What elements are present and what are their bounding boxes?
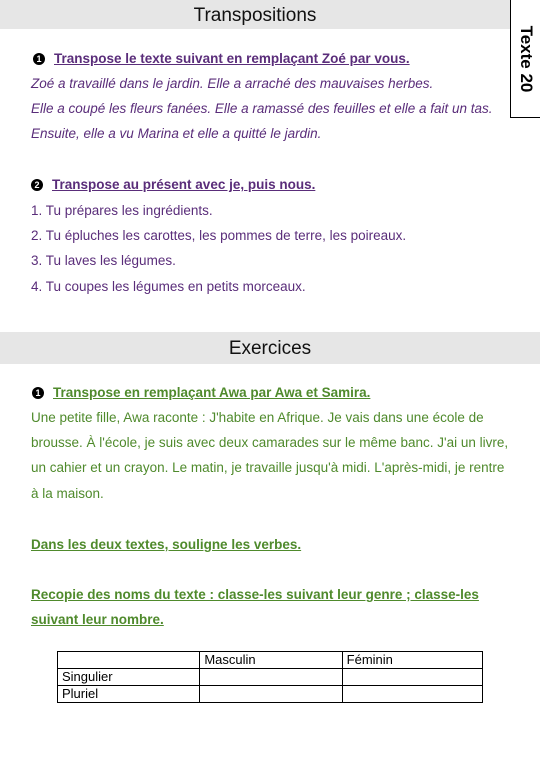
section2-item: 4. Tu coupes les légumes en petits morceaux. [31, 279, 306, 294]
section2-item: 1. Tu prépares les ingrédients. [31, 203, 213, 218]
exercise-instruction-3-line: suivant leur nombre. [31, 612, 164, 627]
section1-line: Ensuite, elle a vu Marina et elle a quitté le jardin. [31, 126, 322, 141]
exercise-instruction-line [32, 385, 370, 400]
section2-item: 3. Tu laves les légumes. [31, 253, 176, 268]
number-marker-icon: 1 [32, 387, 44, 399]
table-row [58, 669, 483, 686]
number-marker-icon: 2 [31, 179, 43, 191]
table-cell[interactable] [200, 669, 342, 686]
table-row-header: Pluriel [58, 686, 200, 703]
number-marker-icon: 1 [33, 53, 45, 65]
exercise-instruction-2: Dans les deux textes, souligne les verbes. [31, 537, 302, 552]
table-row [58, 686, 483, 703]
section1-instruction-line [33, 51, 410, 66]
title-band [0, 0, 510, 29]
section2-instruction-line [31, 177, 315, 192]
table-header-row [58, 652, 483, 669]
exercise-instruction-3-line: Recopie des noms du texte : classe-les suivant leur genre ; classe-les [31, 587, 479, 602]
exercise-text-line: un cahier et un crayon. Le matin, je travaille jusqu'à midi. L'après-midi, je rentre [31, 460, 505, 475]
table-corner-cell [58, 652, 200, 669]
side-tab [510, 0, 540, 118]
exercise-text-line: à la maison. [31, 486, 104, 501]
table-col-header: Masculin [200, 652, 342, 669]
table-row-header: Singulier [58, 669, 200, 686]
section2-instruction: Transpose au présent avec je, puis nous. [52, 177, 316, 192]
exercise-text-line: Une petite fille, Awa raconte : J'habite en Afrique. Je vais dans une école de [31, 410, 484, 425]
table-cell[interactable] [200, 686, 342, 703]
table-col-header: Féminin [342, 652, 482, 669]
section1-line: Zoé a travaillé dans le jardin. Elle a arraché des mauvaises herbes. [31, 76, 434, 91]
classification-table [57, 651, 483, 703]
exercise-instruction: Transpose en remplaçant Awa par Awa et Samira. [53, 385, 371, 400]
section1-instruction: Transpose le texte suivant en remplaçant Zoé par vous. [54, 51, 410, 66]
page-title: Transpositions [193, 5, 317, 26]
side-tab-label: Texte 20 [516, 25, 536, 92]
section1-line: Elle a coupé les fleurs fanées. Elle a ramassé des feuilles et elle a fait un tas. [31, 101, 493, 116]
exercises-title: Exercices [228, 338, 312, 359]
table-cell[interactable] [342, 686, 482, 703]
table-cell[interactable] [342, 669, 482, 686]
exercises-band [0, 332, 540, 364]
exercise-text-line: brousse. À l'école, je suis avec deux camarades sur le même banc. J'ai un livre, [31, 435, 509, 450]
section2-item: 2. Tu épluches les carottes, les pommes de terre, les poireaux. [31, 228, 407, 243]
